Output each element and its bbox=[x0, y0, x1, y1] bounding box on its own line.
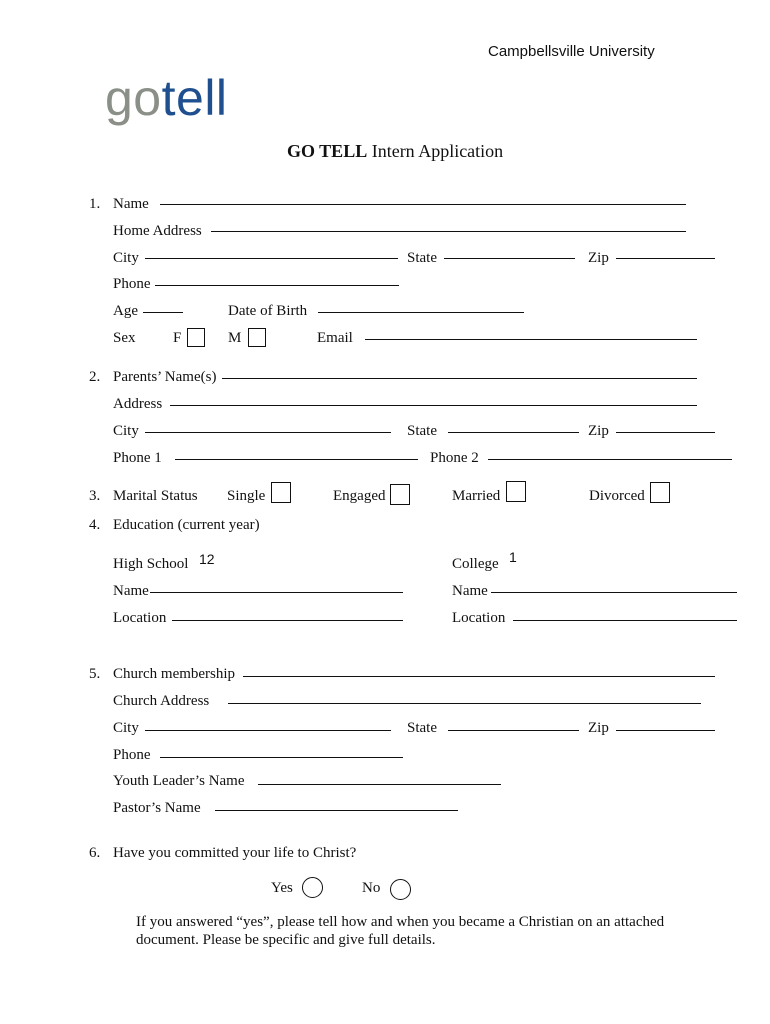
age-label: Age bbox=[113, 303, 138, 319]
yes-instructions-line-1: If you answered “yes”, please tell how and when you became a Christian on an attached bbox=[136, 914, 665, 930]
section-1-number: 1. bbox=[89, 196, 101, 212]
high-school-name-field[interactable] bbox=[150, 592, 403, 593]
home-address-label: Home Address bbox=[113, 223, 202, 239]
college-value[interactable]: 1 bbox=[509, 549, 517, 565]
church-phone-field[interactable] bbox=[160, 757, 403, 758]
page-title: GO TELL Intern Application bbox=[287, 141, 504, 161]
church-city-label: City bbox=[113, 720, 139, 736]
university-name: Campbellsville University bbox=[488, 43, 655, 60]
state-label: State bbox=[407, 250, 437, 266]
home-address-field[interactable] bbox=[211, 231, 686, 232]
phone1-label: Phone 1 bbox=[113, 450, 162, 466]
email-field[interactable] bbox=[365, 339, 697, 340]
phone2-field[interactable] bbox=[488, 459, 732, 460]
college-label: College bbox=[452, 556, 499, 572]
church-address-label: Church Address bbox=[113, 693, 210, 709]
section-3-number: 3. bbox=[89, 488, 101, 504]
name-field[interactable] bbox=[160, 204, 686, 205]
engaged-checkbox[interactable] bbox=[390, 484, 410, 505]
single-label: Single bbox=[227, 488, 266, 504]
sex-m-checkbox[interactable] bbox=[248, 328, 266, 347]
church-zip-field[interactable] bbox=[616, 730, 715, 731]
high-school-label: High School bbox=[113, 556, 189, 572]
yes-label: Yes bbox=[271, 880, 293, 896]
parents-city-field[interactable] bbox=[145, 432, 391, 433]
pastor-label: Pastor’s Name bbox=[113, 800, 201, 816]
phone1-field[interactable] bbox=[175, 459, 418, 460]
marital-status-label: Marital Status bbox=[113, 488, 198, 504]
zip-label: Zip bbox=[588, 250, 609, 266]
section-6-number: 6. bbox=[89, 845, 101, 861]
parents-state-label: State bbox=[407, 423, 437, 439]
no-label: No bbox=[362, 880, 381, 896]
dob-label: Date of Birth bbox=[228, 303, 308, 319]
college-name-field[interactable] bbox=[491, 592, 737, 593]
high-school-location-label: Location bbox=[113, 610, 167, 626]
church-phone-label: Phone bbox=[113, 747, 151, 763]
state-field[interactable] bbox=[444, 258, 575, 259]
divorced-label: Divorced bbox=[589, 488, 645, 504]
college-name-label: Name bbox=[452, 583, 488, 599]
phone-field[interactable] bbox=[155, 285, 399, 286]
divorced-checkbox[interactable] bbox=[650, 482, 670, 503]
section-5-number: 5. bbox=[89, 666, 101, 682]
high-school-name-label: Name bbox=[113, 583, 149, 599]
engaged-label: Engaged bbox=[333, 488, 386, 504]
church-state-field[interactable] bbox=[448, 730, 579, 731]
email-label: Email bbox=[317, 330, 353, 346]
college-location-field[interactable] bbox=[513, 620, 737, 621]
sex-f-checkbox[interactable] bbox=[187, 328, 205, 347]
youth-leader-field[interactable] bbox=[258, 784, 501, 785]
parents-city-label: City bbox=[113, 423, 139, 439]
parents-field[interactable] bbox=[222, 378, 697, 379]
married-label: Married bbox=[452, 488, 501, 504]
age-field[interactable] bbox=[143, 312, 183, 313]
sex-label: Sex bbox=[113, 330, 136, 346]
church-state-label: State bbox=[407, 720, 437, 736]
church-membership-label: Church membership bbox=[113, 666, 236, 682]
parents-label: Parents’ Name(s) bbox=[113, 369, 217, 385]
church-zip-label: Zip bbox=[588, 720, 609, 736]
pastor-field[interactable] bbox=[215, 810, 458, 811]
sex-f-label: F bbox=[173, 330, 182, 346]
city-field[interactable] bbox=[145, 258, 398, 259]
church-address-field[interactable] bbox=[228, 703, 701, 704]
no-radio[interactable] bbox=[390, 879, 411, 900]
high-school-location-field[interactable] bbox=[172, 620, 403, 621]
married-checkbox[interactable] bbox=[506, 481, 526, 502]
sex-m-label: M bbox=[228, 330, 242, 346]
parents-zip-field[interactable] bbox=[616, 432, 715, 433]
parents-address-field[interactable] bbox=[170, 405, 697, 406]
yes-radio[interactable] bbox=[302, 877, 323, 898]
parents-state-field[interactable] bbox=[448, 432, 579, 433]
section-2-number: 2. bbox=[89, 369, 101, 385]
dob-field[interactable] bbox=[318, 312, 524, 313]
section-4-number: 4. bbox=[89, 517, 101, 533]
gotell-logo: gotell bbox=[105, 70, 228, 126]
youth-leader-label: Youth Leader’s Name bbox=[113, 773, 245, 789]
commitment-question: Have you committed your life to Christ? bbox=[113, 845, 357, 861]
parents-address-label: Address bbox=[113, 396, 163, 412]
yes-instructions-line-2: document. Please be specific and give full details. bbox=[136, 932, 436, 948]
zip-field[interactable] bbox=[616, 258, 715, 259]
parents-zip-label: Zip bbox=[588, 423, 609, 439]
education-label: Education (current year) bbox=[113, 517, 260, 533]
phone2-label: Phone 2 bbox=[430, 450, 479, 466]
name-label: Name bbox=[113, 196, 149, 212]
church-membership-field[interactable] bbox=[243, 676, 715, 677]
city-label: City bbox=[113, 250, 139, 266]
high-school-value[interactable]: 12 bbox=[199, 551, 215, 567]
single-checkbox[interactable] bbox=[271, 482, 291, 503]
phone-label: Phone bbox=[113, 276, 151, 292]
college-location-label: Location bbox=[452, 610, 506, 626]
church-city-field[interactable] bbox=[145, 730, 391, 731]
